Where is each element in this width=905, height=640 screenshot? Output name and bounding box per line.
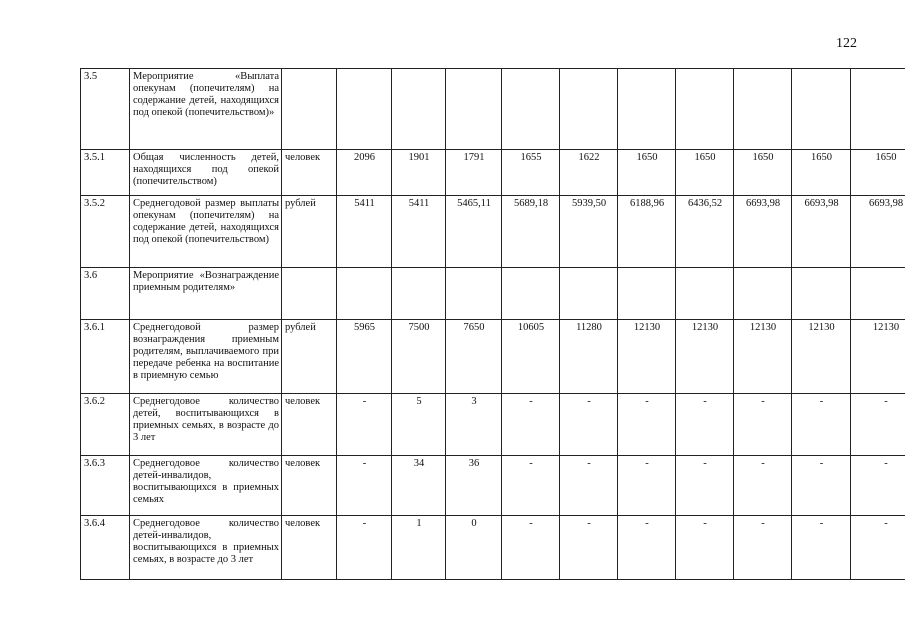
unit-of-measure	[282, 69, 337, 150]
value-cell	[337, 268, 392, 320]
table-row	[81, 516, 905, 580]
value-cell: 6693,98	[851, 196, 905, 268]
row-number: 3.5.1	[81, 150, 130, 196]
value-cell: 6693,98	[792, 196, 851, 268]
value-cell	[392, 69, 446, 150]
value-cell: 1650	[792, 150, 851, 196]
value-cell: -	[676, 516, 734, 580]
indicator-name: Мероприятие «Вознаграждение приемным родителям»	[130, 268, 282, 320]
value-cell: -	[676, 456, 734, 516]
table-row	[81, 150, 905, 196]
value-cell	[676, 69, 734, 150]
row-number: 3.5.2	[81, 196, 130, 268]
value-cell: -	[560, 456, 618, 516]
value-cell	[446, 268, 502, 320]
value-cell	[618, 268, 676, 320]
value-cell: -	[502, 394, 560, 456]
value-cell	[446, 69, 502, 150]
indicator-name: Среднегодовое количество детей, воспитывающихся в приемных семьях, в возрасте до 3 лет	[130, 394, 282, 456]
unit-of-measure: человек	[282, 394, 337, 456]
value-cell: 5	[392, 394, 446, 456]
value-cell: -	[618, 516, 676, 580]
value-cell	[502, 268, 560, 320]
value-cell	[337, 69, 392, 150]
value-cell: 12130	[618, 320, 676, 394]
value-cell: 2096	[337, 150, 392, 196]
value-cell: 1655	[502, 150, 560, 196]
table-row	[81, 456, 905, 516]
indicator-name: Среднегодовой размер выплаты опекунам (попечителям) на содержание детей, находящихся под опекой (попечительством)	[130, 196, 282, 268]
value-cell: -	[618, 456, 676, 516]
value-cell: 12130	[851, 320, 905, 394]
value-cell: 1650	[734, 150, 792, 196]
unit-of-measure: человек	[282, 456, 337, 516]
value-cell: 6188,96	[618, 196, 676, 268]
value-cell: 0	[446, 516, 502, 580]
value-cell: 5965	[337, 320, 392, 394]
value-cell: -	[851, 516, 905, 580]
value-cell: -	[560, 394, 618, 456]
table-row	[81, 196, 905, 268]
row-number: 3.6.1	[81, 320, 130, 394]
row-number: 3.6.2	[81, 394, 130, 456]
value-cell: -	[337, 394, 392, 456]
value-cell	[734, 268, 792, 320]
unit-of-measure: человек	[282, 150, 337, 196]
unit-of-measure: рублей	[282, 320, 337, 394]
value-cell: 5465,11	[446, 196, 502, 268]
value-cell: -	[734, 456, 792, 516]
value-cell: -	[618, 394, 676, 456]
value-cell	[792, 268, 851, 320]
value-cell	[676, 268, 734, 320]
value-cell: -	[337, 456, 392, 516]
value-cell: -	[851, 456, 905, 516]
table-row	[81, 268, 905, 320]
unit-of-measure	[282, 268, 337, 320]
value-cell: -	[560, 516, 618, 580]
value-cell	[502, 69, 560, 150]
value-cell: -	[502, 456, 560, 516]
indicator-name: Мероприятие «Выплата опекунам (попечителям) на содержание детей, находящихся под опекой (попечительством)»	[130, 69, 282, 150]
value-cell: 12130	[792, 320, 851, 394]
value-cell: 11280	[560, 320, 618, 394]
value-cell	[560, 268, 618, 320]
value-cell: -	[734, 516, 792, 580]
value-cell: 6693,98	[734, 196, 792, 268]
value-cell: 1791	[446, 150, 502, 196]
value-cell	[851, 268, 905, 320]
page-number: 122	[836, 36, 857, 51]
value-cell: 1	[392, 516, 446, 580]
value-cell: -	[676, 394, 734, 456]
value-cell: 1650	[618, 150, 676, 196]
indicator-name: Среднегодовое количество детей-инвалидов, воспитывающихся в приемных семьях	[130, 456, 282, 516]
row-number: 3.5	[81, 69, 130, 150]
value-cell: -	[792, 516, 851, 580]
value-cell	[851, 69, 905, 150]
value-cell	[560, 69, 618, 150]
value-cell: 1650	[851, 150, 905, 196]
row-number: 3.6.4	[81, 516, 130, 580]
row-number: 3.6.3	[81, 456, 130, 516]
value-cell	[734, 69, 792, 150]
value-cell: 7650	[446, 320, 502, 394]
value-cell	[392, 268, 446, 320]
value-cell: -	[337, 516, 392, 580]
value-cell	[618, 69, 676, 150]
value-cell: 1650	[676, 150, 734, 196]
value-cell: -	[792, 456, 851, 516]
table-row	[81, 69, 905, 150]
indicator-name: Общая численность детей, находящихся под опекой (попечительством)	[130, 150, 282, 196]
value-cell: 34	[392, 456, 446, 516]
indicator-name: Среднегодовой размер вознаграждения приемным родителям, выплачиваемого при передаче ребенка на воспитание в приемную семью	[130, 320, 282, 394]
value-cell: 5411	[337, 196, 392, 268]
value-cell: -	[851, 394, 905, 456]
row-number: 3.6	[81, 268, 130, 320]
value-cell: 5689,18	[502, 196, 560, 268]
table-body	[81, 69, 905, 580]
indicators-table	[80, 68, 905, 580]
table-row	[81, 320, 905, 394]
indicator-name: Среднегодовое количество детей-инвалидов, воспитывающихся в приемных семьях, в возрасте до 3 лет	[130, 516, 282, 580]
value-cell	[792, 69, 851, 150]
value-cell: 36	[446, 456, 502, 516]
table-row	[81, 394, 905, 456]
value-cell: 1622	[560, 150, 618, 196]
value-cell: 3	[446, 394, 502, 456]
value-cell: -	[734, 394, 792, 456]
unit-of-measure: человек	[282, 516, 337, 580]
value-cell: -	[502, 516, 560, 580]
value-cell: 5939,50	[560, 196, 618, 268]
value-cell: 1901	[392, 150, 446, 196]
value-cell: -	[792, 394, 851, 456]
unit-of-measure: рублей	[282, 196, 337, 268]
value-cell: 5411	[392, 196, 446, 268]
value-cell: 6436,52	[676, 196, 734, 268]
value-cell: 10605	[502, 320, 560, 394]
value-cell: 12130	[734, 320, 792, 394]
value-cell: 7500	[392, 320, 446, 394]
value-cell: 12130	[676, 320, 734, 394]
